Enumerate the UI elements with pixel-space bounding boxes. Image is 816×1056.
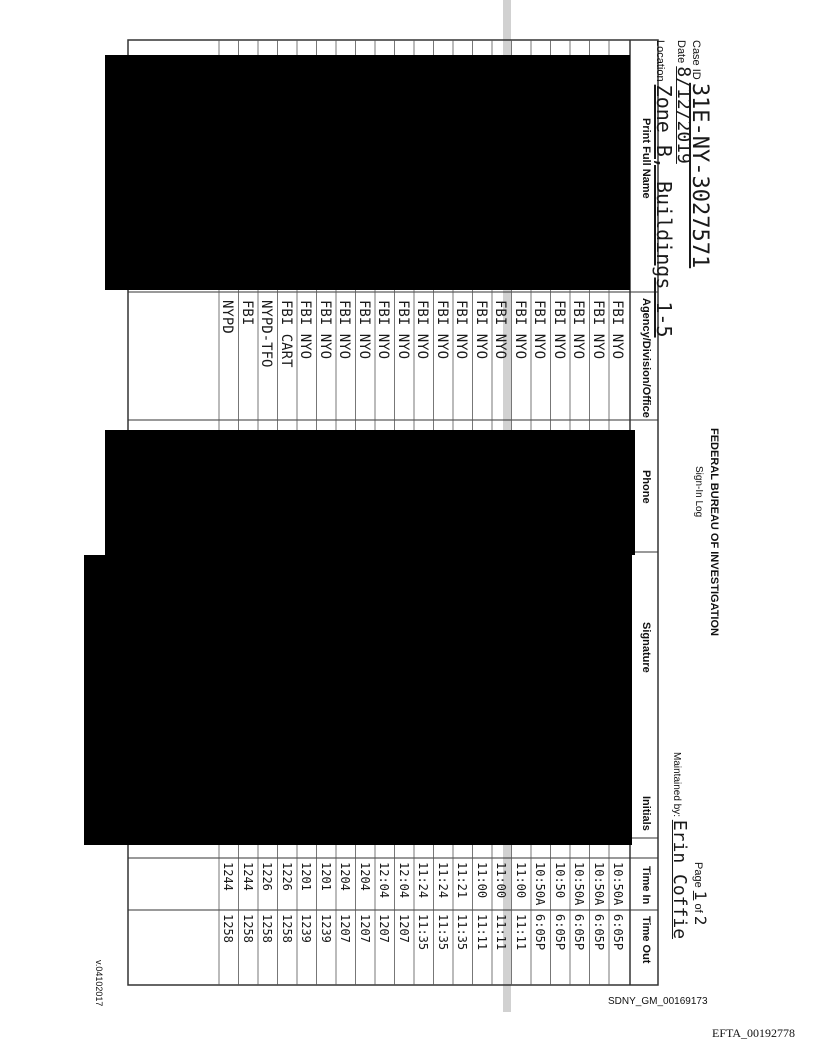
agency-title: FEDERAL BUREAU OF INVESTIGATION	[708, 428, 720, 636]
row-time-out: 6:05P	[572, 914, 586, 951]
row-time-in: 1244	[221, 862, 235, 891]
row-time-in: 10:50A	[572, 862, 586, 906]
row-time-in: 1226	[279, 862, 294, 891]
row-time-in: 11:00	[494, 862, 508, 899]
page-indicator	[691, 862, 710, 925]
row-agency: FBI NYO	[316, 300, 333, 360]
row-time-in: 11:00	[474, 862, 489, 899]
row-time-out: 1258	[260, 914, 274, 943]
row-time-in: 11:00	[513, 862, 528, 899]
row-time-out: 1207	[377, 914, 391, 943]
row-agency: FBI NYO	[394, 300, 411, 360]
col-header-initials: Initials	[640, 796, 652, 831]
row-time-in: 1204	[357, 862, 372, 891]
row-time-in: 1201	[318, 862, 333, 891]
maintained-value: Erin Coffie	[669, 819, 690, 940]
row-agency: FBI CART	[277, 300, 294, 368]
case-label: Case ID	[690, 40, 702, 80]
row-time-in: 11:24	[435, 862, 450, 899]
row-time-in: 12:04	[377, 862, 391, 899]
col-header-signature: Signature	[640, 622, 652, 673]
row-agency: FBI NYO	[472, 300, 489, 360]
row-time-out: 6:05P	[591, 914, 606, 951]
row-time-out: 11:11	[494, 914, 508, 951]
row-time-out: 11:35	[435, 914, 450, 951]
row-time-in: 1201	[299, 862, 313, 891]
row-time-out: 6:05P	[552, 914, 567, 951]
page-number: 1	[691, 890, 710, 901]
row-agency: NYPD-TFO	[258, 300, 274, 368]
row-time-in: 1244	[240, 862, 255, 891]
date-value: 8/12/2019	[673, 66, 694, 164]
page-total: 2	[691, 915, 710, 926]
log-subtitle: Sign-In Log	[693, 466, 704, 518]
row-agency: FBI NYO	[550, 300, 567, 360]
date-line	[673, 40, 694, 164]
row-time-out: 1239	[318, 914, 333, 943]
row-agency: FBI NYO	[589, 300, 606, 360]
row-agency: FBI NYO	[609, 300, 625, 360]
redaction-block	[105, 430, 635, 555]
row-time-out: 1258	[221, 914, 235, 943]
col-header-agency: Agency/Division/Office	[640, 298, 652, 418]
row-time-out: 6:05P	[533, 914, 547, 951]
row-agency: FBI NYO	[375, 300, 391, 360]
page-label: Page	[692, 862, 704, 888]
row-agency: FBI	[238, 300, 255, 326]
location-value: Zone B, Buildings 1-5	[652, 84, 676, 338]
form-version: v.04102017	[94, 960, 104, 1007]
row-agency: FBI NYO	[336, 300, 352, 360]
bates-number: SDNY_GM_00169173	[608, 996, 708, 1007]
row-time-in: 1226	[260, 862, 274, 891]
date-label: Date	[675, 40, 687, 64]
efta-number: EFTA_00192778	[712, 1026, 796, 1040]
redaction-block	[84, 555, 632, 845]
row-agency: FBI NYO	[570, 300, 586, 360]
row-agency: NYPD	[219, 300, 235, 334]
col-header-time-in: Time In	[640, 866, 652, 905]
row-time-in: 10:50A	[533, 862, 547, 906]
row-time-in: 11:21	[455, 862, 469, 899]
col-header-name: Print Full Name	[640, 118, 652, 199]
case-value: 31E-NY-3027571	[687, 82, 712, 269]
row-agency: FBI NYO	[414, 300, 430, 360]
location-line	[652, 40, 676, 338]
row-time-out: 6:05P	[611, 914, 625, 951]
row-time-out: 11:11	[474, 914, 489, 951]
row-time-in: 1204	[338, 862, 352, 891]
row-time-in: 10:50A	[591, 862, 606, 906]
row-time-out: 11:35	[416, 914, 430, 951]
row-time-out: 1207	[357, 914, 372, 943]
row-time-in: 11:24	[416, 862, 430, 899]
maintained-line	[669, 752, 690, 939]
row-time-out: 1258	[279, 914, 294, 943]
row-agency: FBI NYO	[355, 300, 372, 360]
row-agency: FBI NYO	[492, 300, 508, 360]
row-agency: FBI NYO	[511, 300, 528, 360]
location-label: Location	[654, 40, 666, 82]
row-agency: FBI NYO	[453, 300, 469, 360]
row-time-in: 10:50A	[611, 862, 625, 906]
row-time-out: 11:35	[455, 914, 469, 951]
row-agency: FBI NYO	[531, 300, 547, 360]
col-header-phone: Phone	[640, 470, 652, 504]
row-agency: FBI NYO	[433, 300, 450, 360]
row-time-in: 12:04	[396, 862, 411, 899]
row-time-out: 1258	[240, 914, 255, 943]
page-of-label: of	[692, 903, 704, 913]
row-time-out: 1239	[299, 914, 313, 943]
col-header-time-out: Time Out	[640, 916, 652, 964]
row-time-in: 10:50	[552, 862, 567, 899]
row-time-out: 1207	[338, 914, 352, 943]
row-time-out: 1207	[396, 914, 411, 943]
redaction-block	[105, 55, 630, 290]
row-agency: FBI NYO	[297, 300, 313, 360]
maintained-label: Maintained by:	[671, 752, 682, 818]
row-time-out: 11:11	[513, 914, 528, 951]
